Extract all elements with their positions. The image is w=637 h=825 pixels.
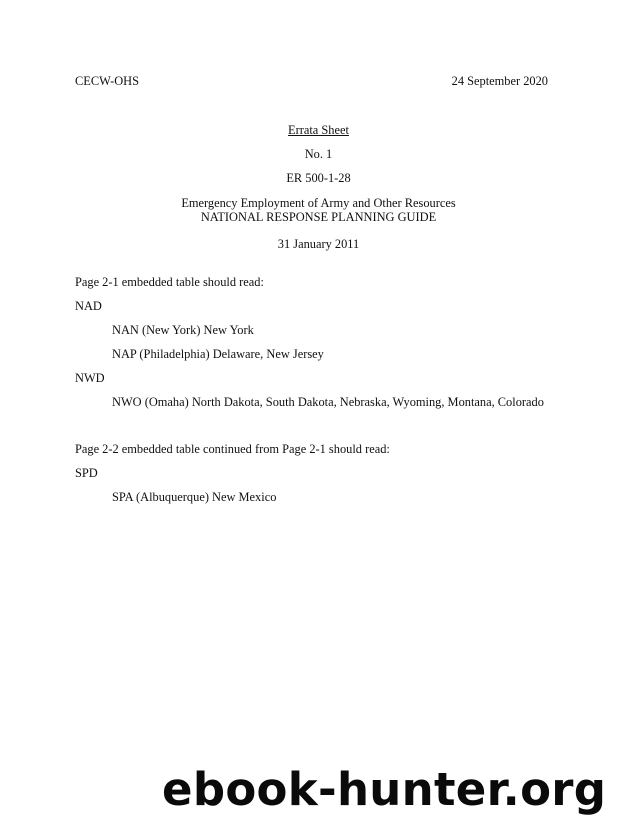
district-entry: NWO (Omaha) North Dakota, South Dakota, Nebraska, Wyoming, Montana, Colorado (112, 395, 544, 409)
district-entry: NAN (New York) New York (112, 323, 254, 337)
subject-line-2: NATIONAL RESPONSE PLANNING GUIDE (200, 210, 437, 224)
district-entry: SPA (Albuquerque) New Mexico (112, 490, 277, 504)
errata-title: Errata Sheet (288, 123, 349, 137)
division-code: SPD (75, 466, 98, 480)
division-code: NAD (75, 299, 102, 313)
regulation-number: ER 500-1-28 (286, 171, 351, 185)
errata-number: No. 1 (304, 147, 333, 161)
document-date: 24 September 2020 (451, 74, 548, 88)
subject-line-1: Emergency Employment of Army and Other Resources (181, 196, 456, 210)
original-date: 31 January 2011 (277, 237, 360, 251)
section-intro: Page 2-2 embedded table continued from Page 2-1 should read: (75, 442, 390, 456)
district-entry: NAP (Philadelphia) Delaware, New Jersey (112, 347, 324, 361)
section-intro: Page 2-1 embedded table should read: (75, 275, 264, 289)
office-symbol: CECW-OHS (75, 74, 140, 88)
watermark: ebook-hunter.org (162, 763, 607, 816)
division-code: NWD (75, 371, 105, 385)
